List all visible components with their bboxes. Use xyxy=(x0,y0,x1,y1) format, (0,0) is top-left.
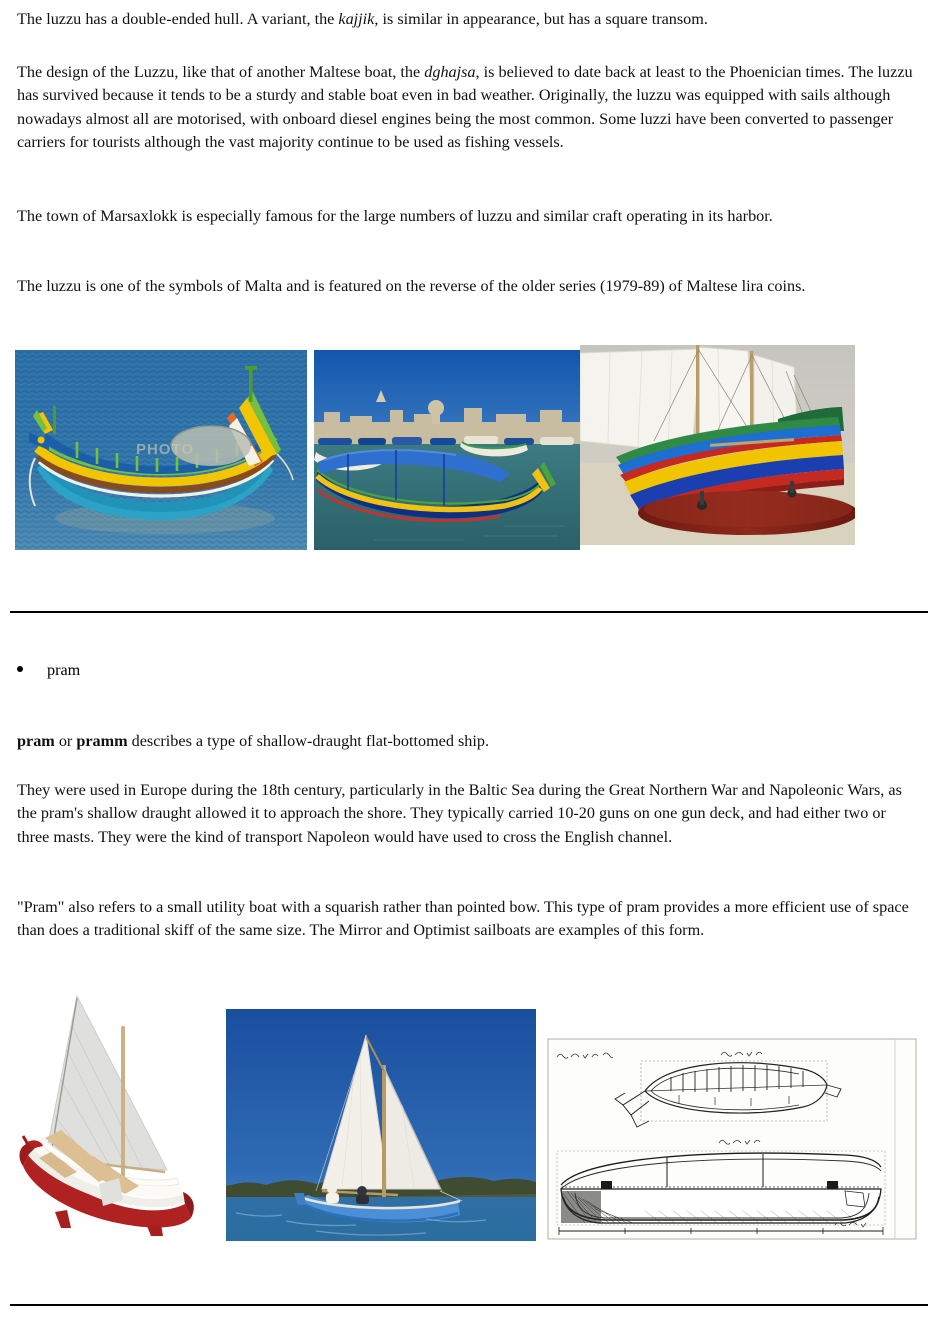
paragraph-luzzu-hull xyxy=(17,8,922,31)
svg-text:PHOTO: PHOTO xyxy=(135,441,195,458)
luzzu-model-photo xyxy=(580,345,855,545)
harbour-illustration xyxy=(314,350,580,550)
pram-render-illustration xyxy=(15,988,221,1240)
paragraph-pram-utility-boat: "Pram" also refers to a small utility boat with a squarish rather than pointed bow. This type of pram provides a more efficient use of space than does a traditional skiff of the same size. The Mirror and Optimist sailboats are examples of this form. xyxy=(17,898,909,940)
marsaxlokk-harbour-photo xyxy=(314,350,580,550)
list-item-label: pram xyxy=(47,661,81,679)
section-divider-bottom xyxy=(10,1304,928,1306)
paragraph-text-cont: describes a type of shallow-draught flat-bottomed ship. xyxy=(127,732,490,750)
paragraph-text: The luzzu has a double-ended hull. A variant, the xyxy=(17,10,339,28)
paragraph-text-cont: , is similar in appearance, but has a square transom. xyxy=(374,10,708,28)
blue-sailing-pram-photo xyxy=(226,1009,536,1241)
paragraph-marsaxlokk: The town of Marsaxlokk is especially famous for the large numbers of luzzu and similar craft operating in its harbor. xyxy=(17,207,773,225)
naval-plan-illustration xyxy=(545,1035,927,1247)
emphasis-kajjik: kajjik xyxy=(338,10,375,28)
list-item-pram xyxy=(17,660,217,682)
luzzu-boat-illustration xyxy=(15,350,307,550)
sailing-pram-illustration xyxy=(226,1009,536,1241)
paragraph-pram-definition xyxy=(17,730,922,753)
luzzu-boat-photo xyxy=(15,350,307,550)
emphasis-dghajsa: dghajsa xyxy=(424,63,476,81)
pram-naval-plan-drawing xyxy=(545,1035,927,1247)
paragraph-luzzu-design xyxy=(17,61,922,155)
section-divider-top xyxy=(10,611,928,613)
paragraph-malta-symbol: The luzzu is one of the symbols of Malta and is featured on the reverse of the older series (1979-89) of Maltese lira coins. xyxy=(17,277,806,295)
term-pram: pram xyxy=(17,732,55,750)
pram-3d-render xyxy=(15,988,221,1240)
model-boat-illustration xyxy=(580,345,855,545)
bullet-icon xyxy=(17,666,23,672)
term-pramm: pramm xyxy=(76,732,128,750)
paragraph-pram-history: They were used in Europe during the 18th century, particularly in the Baltic Sea during the Great Northern War and Napoleonic Wars, as the pram's shallow draught allowed it to approach the shore. They typically carried 10-20 guns on one gun deck, and had either two or three masts. They were the kind of transport Napoleon would have used to cross the English channel. xyxy=(17,781,902,846)
paragraph-text: or xyxy=(54,732,77,750)
paragraph-text-cont: , is believed to date back at least to the Phoenician times. The luzzu has survived because it tends to be a sturdy and stable boat even in bad weather. Originally, the luzzu was equipped with sails although nowadays almost all are motorised, with onboard diesel engines being the most common. Some luzzi have been converted to passenger carriers for tourists although the vast majority continue to be used as fishing vessels. xyxy=(17,63,913,152)
paragraph-text: The design of the Luzzu, like that of another Maltese boat, the xyxy=(17,63,425,81)
